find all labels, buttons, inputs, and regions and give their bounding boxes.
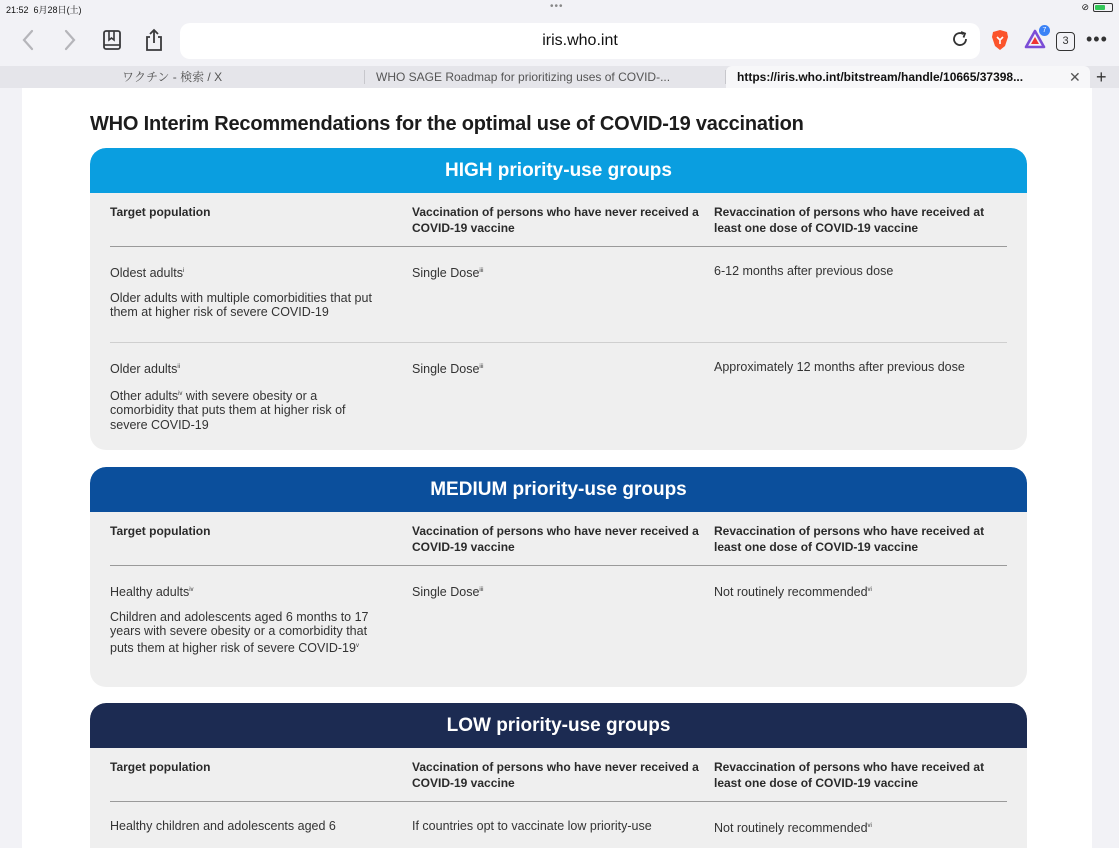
table-row bbox=[110, 343, 1007, 443]
brave-rewards-icon[interactable] bbox=[1024, 28, 1046, 50]
table-row bbox=[110, 802, 1007, 848]
col-target-population: Target population bbox=[110, 760, 211, 774]
bookmarks-icon[interactable] bbox=[98, 26, 126, 54]
tab-iris-pdf[interactable] bbox=[726, 66, 1090, 88]
low-priority-header: LOW priority-use groups bbox=[90, 703, 1027, 748]
battery-icon bbox=[1093, 3, 1113, 12]
link-icon: ⊘ bbox=[1081, 2, 1089, 12]
col-target-population: Target population bbox=[110, 205, 211, 219]
tab-divider bbox=[364, 70, 365, 84]
col-never-vaccinated: Vaccination of persons who have never received a COVID-19 vaccine bbox=[412, 760, 699, 790]
target-cell: Older adults$^{ii}$ Other adults$^{iv}$ with severe obesity or a comorbidity that puts them at higher risk of severe COVID-19 bbox=[110, 362, 346, 432]
document-title: WHO Interim Recommendations for the optimal use of COVID-19 vaccination bbox=[90, 113, 804, 135]
high-priority-group bbox=[90, 148, 1027, 450]
never-cell: Single Dose$^{iii}$ bbox=[412, 362, 484, 377]
share-icon[interactable] bbox=[140, 26, 168, 54]
col-never-vaccinated: Vaccination of persons who have never received a COVID-19 vaccine bbox=[412, 205, 699, 235]
col-never-vaccinated: Vaccination of persons who have never received a COVID-19 vaccine bbox=[412, 524, 699, 554]
col-target-population: Target population bbox=[110, 524, 211, 538]
new-tab-icon[interactable]: + bbox=[1096, 67, 1107, 87]
table-row bbox=[110, 247, 1007, 343]
table-row bbox=[110, 566, 1007, 686]
address-bar[interactable] bbox=[180, 23, 980, 59]
revacc-cell: 6-12 months after previous dose bbox=[714, 264, 894, 278]
pdf-page bbox=[22, 88, 1092, 848]
close-tab-icon[interactable]: ✕ bbox=[1069, 69, 1081, 85]
tab-count-button[interactable]: 3 bbox=[1056, 32, 1075, 51]
revacc-cell: Approximately 12 months after previous dose bbox=[714, 360, 965, 374]
target-cell: Healthy children and adolescents aged 6 bbox=[110, 819, 336, 833]
reload-icon[interactable] bbox=[950, 29, 970, 55]
browser-toolbar bbox=[0, 16, 1119, 66]
tab-strip bbox=[0, 66, 1119, 88]
column-headers bbox=[110, 193, 1007, 247]
never-cell: If countries opt to vaccinate low priority-use bbox=[412, 819, 652, 833]
status-bar bbox=[0, 0, 1119, 16]
back-icon[interactable] bbox=[14, 26, 42, 54]
brave-shield-icon[interactable] bbox=[990, 29, 1010, 51]
medium-priority-header: MEDIUM priority-use groups bbox=[90, 467, 1027, 512]
column-headers bbox=[110, 512, 1007, 566]
forward-icon[interactable] bbox=[56, 26, 84, 54]
col-revaccination: Revaccination of persons who have received at least one dose of COVID-19 vaccine bbox=[714, 760, 985, 790]
multitask-dots[interactable]: ••• bbox=[550, 1, 564, 12]
column-headers bbox=[110, 748, 1007, 802]
target-cell: Oldest adults$^i$ Older adults with multiple comorbidities that put them at higher risk of severe COVID-19 bbox=[110, 266, 372, 320]
col-revaccination: Revaccination of persons who have received at least one dose of COVID-19 vaccine bbox=[714, 524, 985, 554]
status-icons bbox=[1081, 2, 1113, 13]
high-priority-header: HIGH priority-use groups bbox=[90, 148, 1027, 193]
target-cell: Healthy adults$^{iv}$ Children and adolescents aged 6 months to 17 years with severe obesity or a comorbidity that puts them at higher risk of severe COVID-19$^v$ bbox=[110, 585, 369, 655]
tab-who-sage[interactable]: WHO SAGE Roadmap for prioritizing uses of COVID-... bbox=[376, 70, 671, 84]
tab-x-search[interactable]: ワクチン - 検索 / X bbox=[122, 70, 223, 84]
more-menu-icon[interactable]: ••• bbox=[1086, 29, 1108, 49]
medium-priority-group bbox=[90, 467, 1027, 687]
revacc-cell: Not routinely recommended$^{vi}$ bbox=[714, 585, 872, 600]
low-priority-group bbox=[90, 703, 1027, 848]
url-text[interactable]: iris.who.int bbox=[542, 32, 618, 49]
tab-iris-pdf-label: https://iris.who.int/bitstream/handle/10665/37398... bbox=[737, 70, 1024, 84]
col-revaccination: Revaccination of persons who have received at least one dose of COVID-19 vaccine bbox=[714, 205, 985, 235]
never-cell: Single Dose$^{iii}$ bbox=[412, 266, 484, 281]
revacc-cell: Not routinely recommended$^{vi}$ bbox=[714, 821, 872, 836]
status-time: 21:52 6月28日(土) bbox=[6, 5, 82, 15]
rewards-badge: 7 bbox=[1039, 25, 1050, 36]
never-cell: Single Dose$^{iii}$ bbox=[412, 585, 484, 600]
